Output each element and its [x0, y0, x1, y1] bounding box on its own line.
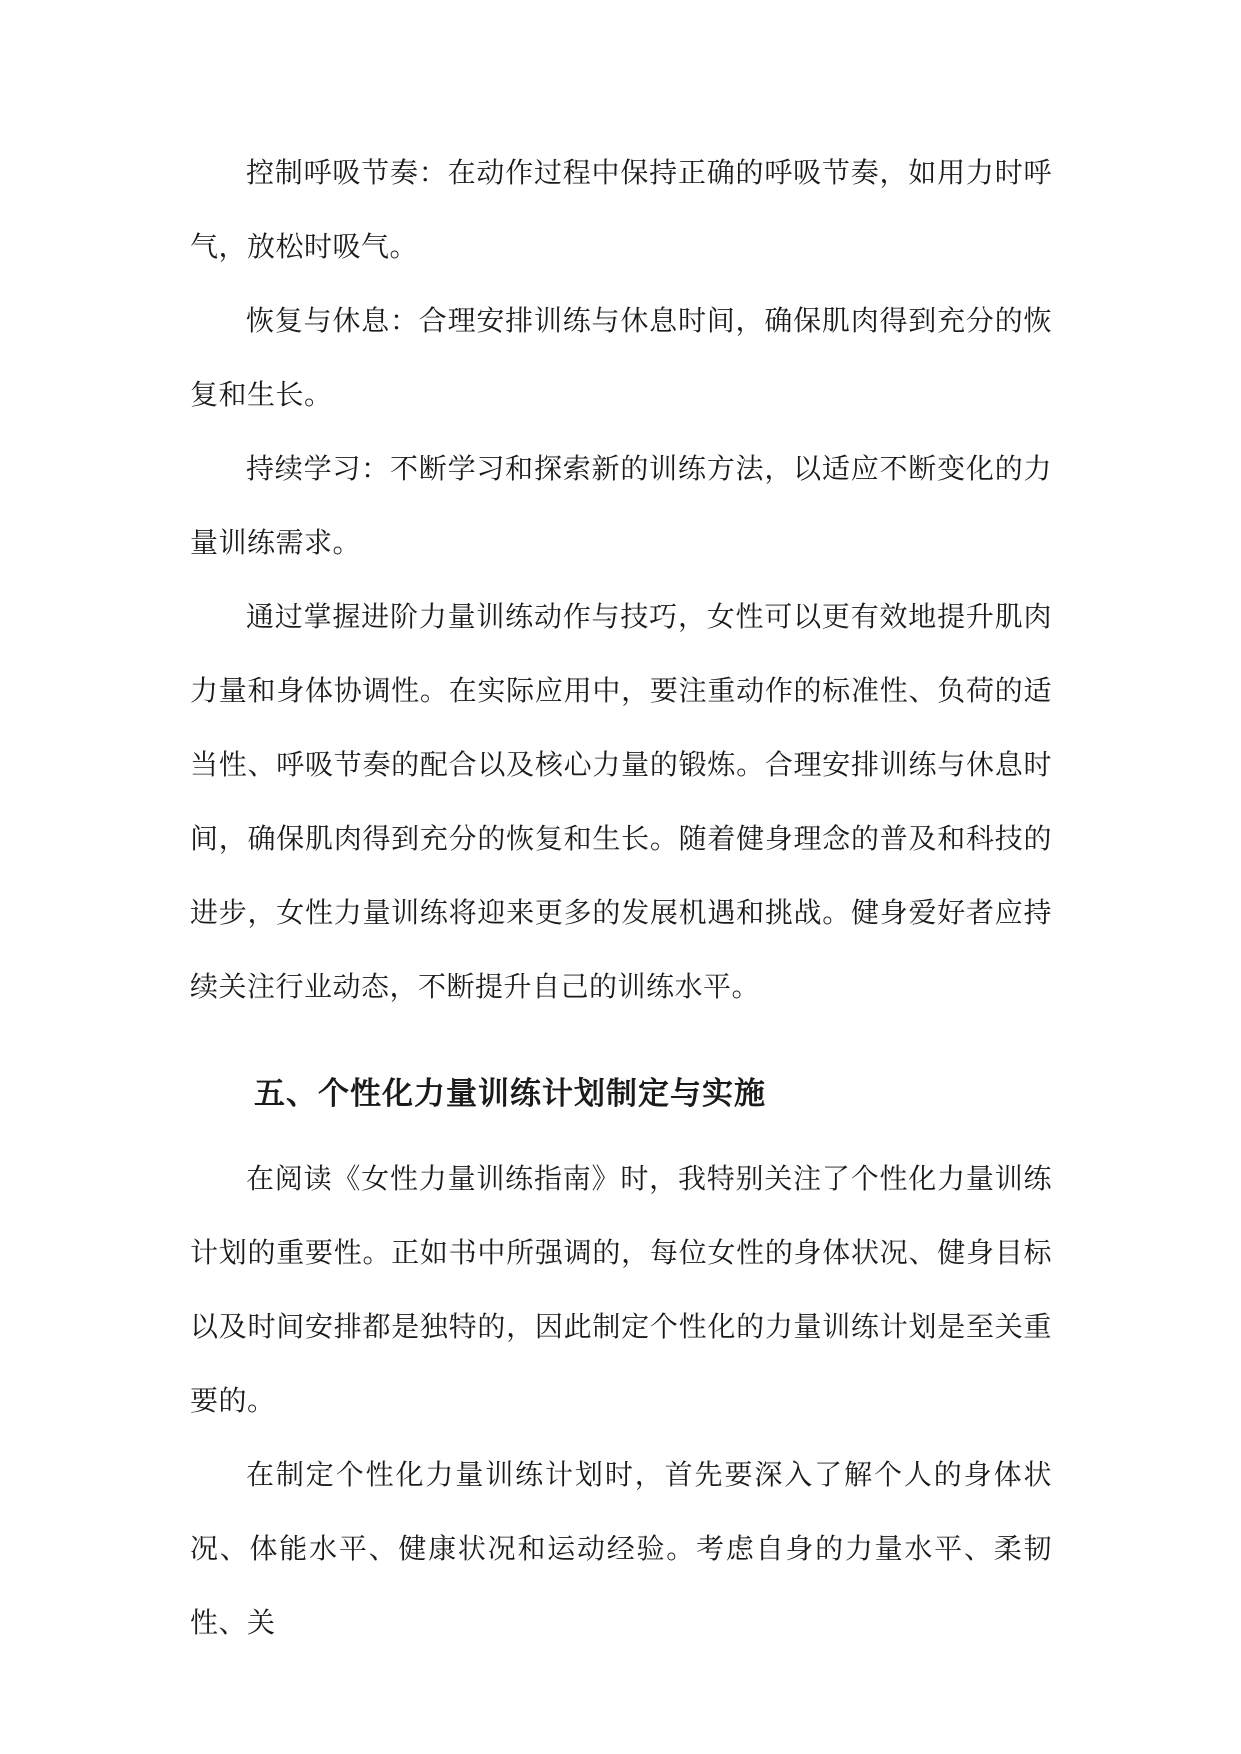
paragraph-breathing-rhythm: 控制呼吸节奏：在动作过程中保持正确的呼吸节奏，如用力时呼气，放松时吸气。: [190, 156, 1052, 263]
paragraph-personalized-plan-assessment: 在制定个性化力量训练计划时，首先要深入了解个人的身体状况、体能水平、健康状况和运动经验。考虑自身的力量水平、柔韧性、关: [190, 1458, 1052, 1639]
paragraph-personalized-plan-intro: 在阅读《女性力量训练指南》时，我特别关注了个性化力量训练计划的重要性。正如书中所强调的，每位女性的身体状况、健身目标以及时间安排都是独特的，因此制定个性化的力量训练计划是至关重要的。: [190, 1162, 1052, 1417]
paragraph-summary: 通过掌握进阶力量训练动作与技巧，女性可以更有效地提升肌肉力量和身体协调性。在实际应用中，要注重动作的标准性、负荷的适当性、呼吸节奏的配合以及核心力量的锻炼。合理安排训练与休息时间，确保肌肉得到充分的恢复和生长。随着健身理念的普及和科技的进步，女性力量训练将迎来更多的发展机遇和挑战。健身爱好者应持续关注行业动态，不断提升自己的训练水平。: [190, 600, 1052, 1003]
paragraph-recovery-rest: 恢复与休息：合理安排训练与休息时间，确保肌肉得到充分的恢复和生长。: [190, 304, 1052, 411]
section-heading: 五、个性化力量训练计划制定与实施: [254, 1076, 766, 1112]
page-content: [190, 136, 1052, 1660]
paragraph-continuous-learning: 持续学习：不断学习和探索新的训练方法，以适应不断变化的力量训练需求。: [190, 452, 1052, 559]
